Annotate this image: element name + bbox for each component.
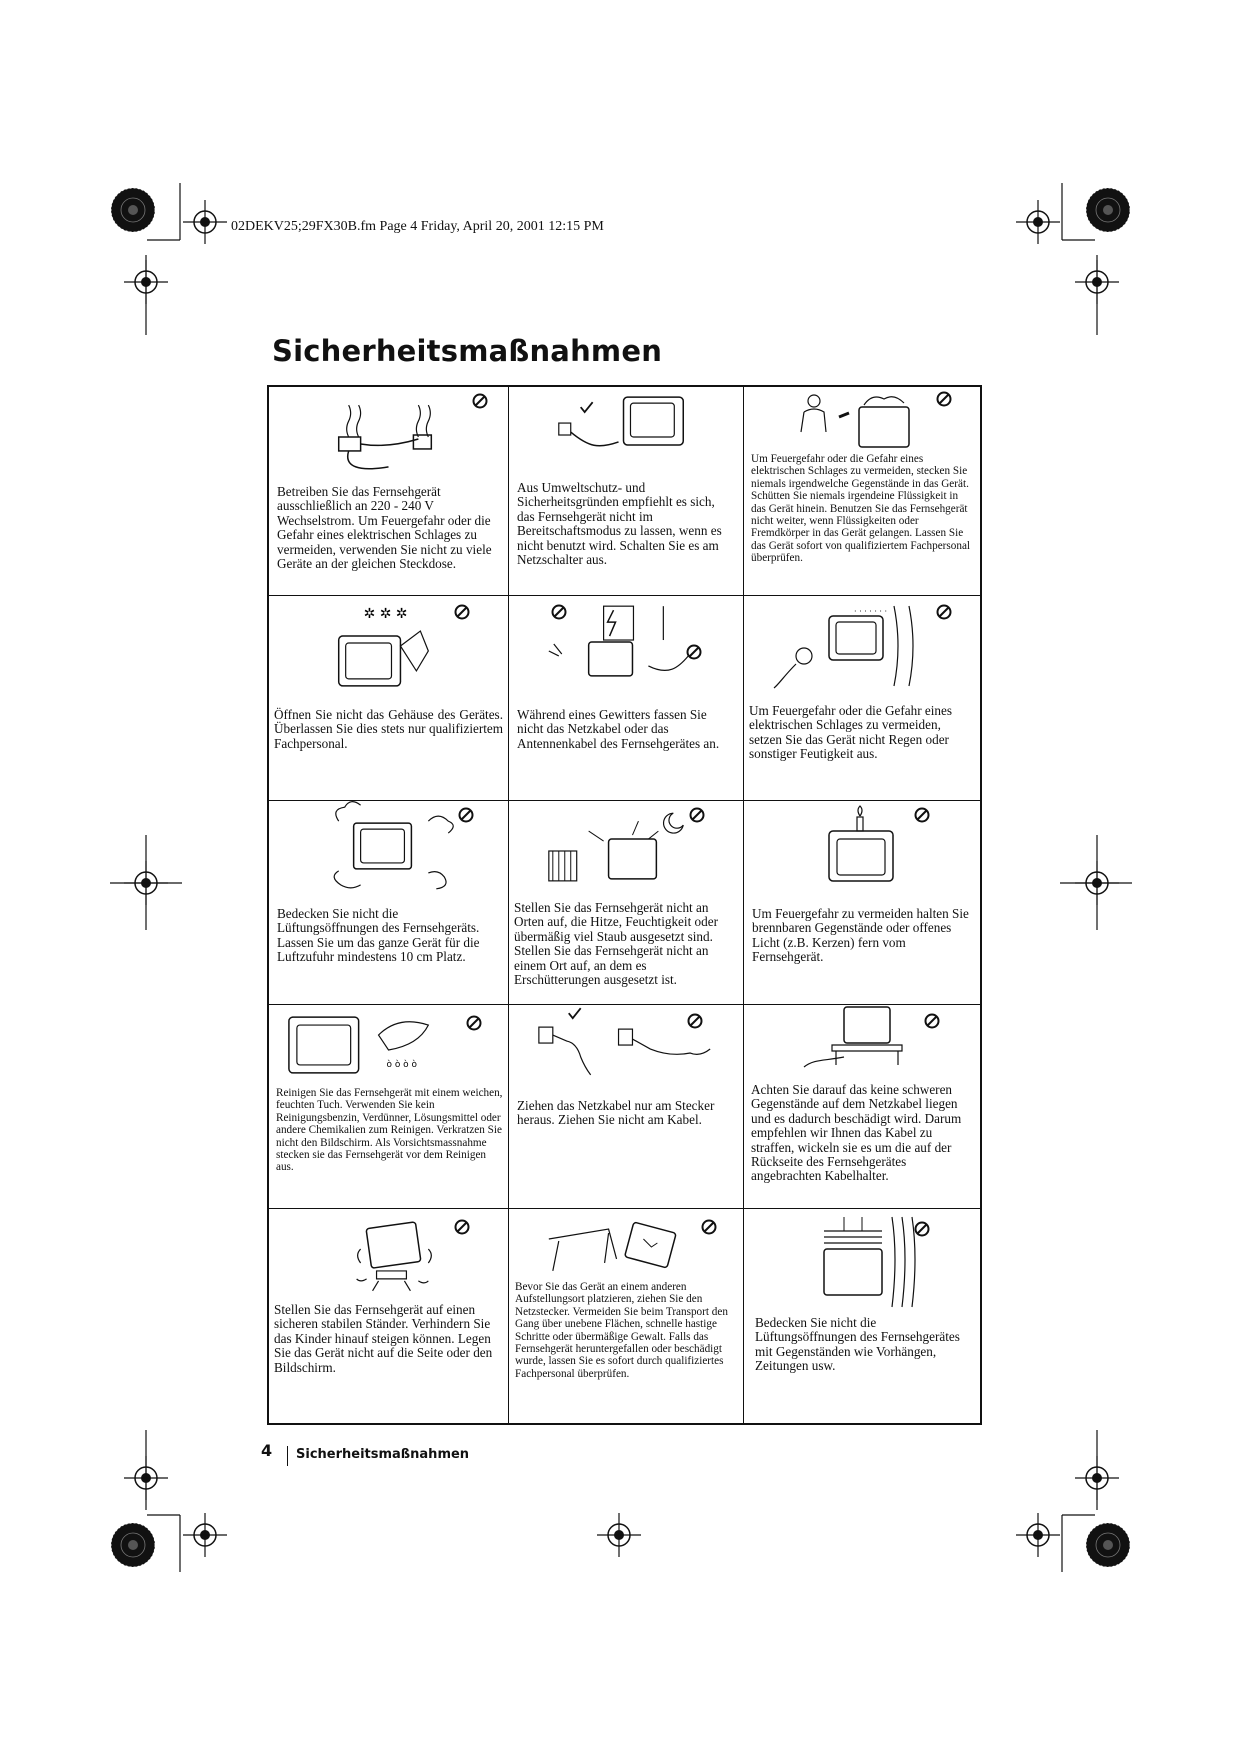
safety-cell [269,801,509,1005]
safety-text: Ziehen das Netzkabel nur am Stecker heraus. Ziehen Sie nicht am Kabel. [517,1098,715,1128]
safety-text: Um Feuergefahr zu vermeiden halten Sie brennbaren Gegenstände oder offenes Licht (z.B. Kerzen) fern vom Fernsehgerät. [752,906,969,965]
prohibited-icon [936,604,952,620]
safety-cell [744,1005,980,1209]
safety-text: Bedecken Sie nicht die Lüftungsöffnungen des Fernsehgerätes mit Gegenständen wie Vorhängen, Zeitungen usw. [755,1315,960,1374]
safety-text: Reinigen Sie das Fernsehgerät mit einem weichen, feuchten Tuch. Verwenden Sie kein Reinigungsbenzin, Verdünner, Lösungsmittel oder andere Chemikalien zum Reinigen. Verkratzen Sie nicht den Bildschirm. Als Vorsichtsmassnahme stecken sie das Fernsehgerät vor dem Reinigen aus. [276,1087,503,1174]
footer-section-title: Sicherheitsmaßnahmen [296,1447,470,1462]
unstable-stand-illustration [269,1209,508,1299]
safety-cell [269,387,509,596]
svg-text:✲ ✲ ✲: ✲ ✲ ✲ [363,606,408,623]
prohibited-icon [924,1013,940,1029]
prohibited-icon [472,393,488,409]
safety-cell [269,596,509,801]
prohibited-icon [914,807,930,823]
prohibited-icon [458,807,474,823]
safety-text: Achten Sie darauf das keine schweren Gegenstände auf dem Netzkabel liegen und es dadurch beschädigt wird. Darum empfehlen wir Ihnen das Kabel zu straffen, wickeln sie es um die auf der Rückseite des Fernsehgerätes angebrachten Kabelhalter. [751,1082,962,1184]
safety-text: Öffnen Sie nicht das Gehäuse des Gerätes. Überlassen Sie dies stets nur qualifiziertem Fachpersonal. [274,707,503,751]
tv-plug-illustration [509,387,743,487]
safety-instructions-grid [267,385,982,1425]
safety-cell [509,1005,744,1209]
safety-cell [509,387,744,596]
candle-on-tv-illustration [744,801,980,901]
safety-cell [269,1005,509,1209]
thunderstorm-illustration [509,596,743,696]
safety-text: Stellen Sie das Fernsehgerät auf einen sicheren stabilen Ständer. Verhindern Sie das Kinder hinauf steigen können. Legen Sie das Gerät nicht auf die Seite oder den Bildschirm. [274,1302,493,1375]
prohibited-icon [936,391,952,407]
unplug-cable-illustration [509,1005,743,1105]
page-number: 4 [261,1441,273,1460]
safety-cell [509,596,744,801]
svg-text:ò ò ò ò: ò ò ò ò [386,1059,417,1070]
open-case-illustration [269,596,508,696]
safety-text: Stellen Sie das Fernsehgerät nicht an Orten auf, die Hitze, Feuchtigkeit oder übermäßig viel Staub ausgesetzt sind. Stellen Sie das Fernsehgerät nicht an einem Ort auf, an dem es Erschütterungen ausgesetzt ist. [514,900,718,988]
prohibited-icon [689,807,705,823]
safety-cell [269,1209,509,1423]
prohibited-icon [687,1013,703,1029]
safety-text: Bedecken Sie nicht die Lüftungsöffnungen des Fernsehgeräts. Lassen Sie um das ganze Gerät für die Luftzufuhr mindestens 10 cm Platz. [277,906,480,965]
safety-text: Bevor Sie das Gerät an einem anderen Aufstellungsort platzieren, ziehen Sie den Netzstecker. Vermeiden Sie beim Transport den Gang über unebene Flächen, schnelle hastige Schritte oder übermäßige Gewalt. Falls das Fernsehgerät heruntergefallen oder beschädigt wurde, lassen Sie es sofort durch qualifiziertes Fachpersonal überprüfen. [515,1281,728,1380]
safety-cell [509,1209,744,1423]
safety-cell [744,387,980,596]
safety-text: Während eines Gewitters fassen Sie nicht das Netzkabel oder das Antennenkabel des Fernsehgerätes an. [517,707,720,751]
prohibited-icon [701,1219,717,1235]
safety-cell [744,596,980,801]
cable-under-stand-illustration [744,1005,980,1085]
footer-divider [287,1446,288,1466]
prohibited-icon [551,604,567,620]
prohibited-icon [914,1221,930,1237]
file-info-header: 02DEKV25;29FX30B.fm Page 4 Friday, April 20, 2001 12:15 PM [231,219,604,234]
prohibited-icon [686,644,702,660]
curtain-newspaper-illustration [744,1209,980,1309]
heat-humidity-illustration [509,801,743,901]
safety-cell [744,1209,980,1423]
safety-text: Um Feuergefahr oder die Gefahr eines elektrischen Schlages zu vermeiden, stecken Sie niemals irgendwelche Gegenstände in das Gerät. Schütten Sie niemals irgendeine Flüssigkeit in das Gerät hinein. Benutzen Sie das Fernsehgerät nicht weiter, wenn Flüssigkeiten oder Fremdkörper in das Gerät gelangen. Lassen Sie das Gerät sofort von qualifiziertem Fachpersonal überprüfen. [751,453,971,565]
safety-cell [744,801,980,1005]
safety-text: Um Feuergefahr oder die Gefahr eines elektrischen Schlages zu vermeiden, setzen Sie das Gerät nicht Regen oder sonstiger Feutigkeit aus. [749,703,952,762]
prohibited-icon [466,1015,482,1031]
safety-cell [509,801,744,1005]
svg-text:· · · · · · ·: · · · · · · · [854,607,888,616]
page-title: Sicherheitsmaßnahmen [272,334,663,368]
prohibited-icon [454,604,470,620]
prohibited-icon [454,1219,470,1235]
safety-text: Betreiben Sie das Fernsehgerät ausschließlich an 220 - 240 V Wechselstrom. Um Feuergefahr oder die Gefahr eines elektrischen Schlages zu vermeiden, verwenden Sie nicht zu viele Geräte an der gleichen Steckdose. [277,484,492,572]
safety-text: Aus Umweltschutz- und Sicherheitsgründen empfiehlt es sich, das Fernsehgerät nicht im Bereitschaftsmodus zu lassen, wenn es nicht benutzt wird. Schalten Sie es am Netzschalter aus. [517,480,722,568]
